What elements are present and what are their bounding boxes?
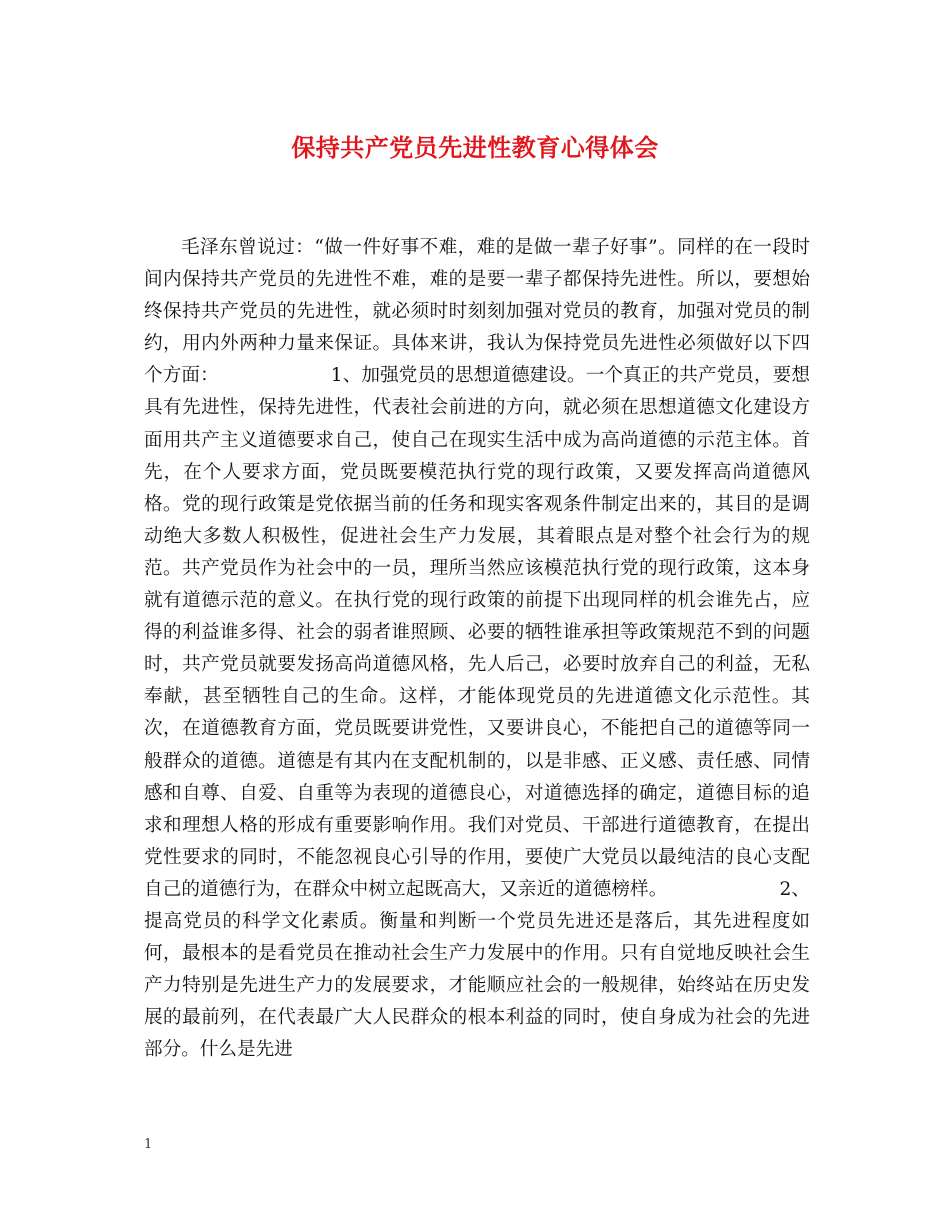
page-number: 1 — [144, 1137, 153, 1152]
paragraph-point-1: 1、加强党员的思想道德建设。一个真正的共产党员，要想具有先进性，保持先进性，代表社会前进的方向，就必须在思想道德文化建设方面用共产主义道德要求自己，使自己在现实生活中成为高尚道德的示范主体。首先，在个人要求方面，党员既要模范执行党的现行政策，又要发挥高尚道德风格。党的现行政策是党依据当前的任务和现实客观条件制定出来的，其目的是调动绝大多数人积极性，促进社会生产力发展，其着眼点是对整个社会行为的规范。共产党员作为社会中的一员，理所当然应该模范执行党的现行政策，这本身就有道德示范的意义。在执行党的现行政策的前提下出现同样的机会谁先占，应得的利益谁多得、社会的弱者谁照顾、必要的牺牲谁承担等政策规范不到的问题时，共产党员就要发扬高尚道德风格，先人后己，必要时放弃自己的利益，无私奉献，甚至牺牲自己的生命。这样，才能体现党员的先进道德文化示范性。其次，在道德教育方面，党员既要讲党性，又要讲良心，不能把自己的道德等同一般群众的道德。道德是有其内在支配机制的，以是非感、正义感、责任感、同情感和自尊、自爱、自重等为表现的道德良心，对道德选择的确定，道德目标的追求和理想人格的形成有重要影响作用。我们对党员、干部进行道德教育，在提出党性要求的同时，不能忽视良心引导的作用，要使广大党员以最纯洁的良心支配自己的道德行为，在群众中树立起既高大，又亲近的道德榜样。 — [144, 365, 810, 900]
paragraph-point-2: 2、提高党员的科学文化素质。衡量和判断一个党员先进还是落后，其先进程度如何，最根本的是看党员在推动社会生产力发展中的作用。只有自觉地反映社会生产力特别是先进生产力的发展要求，才能顺应社会的一般规律，始终站在历史发展的最前列，在代表最广大人民群众的根本利益的同时，使自身成为社会的先进部分。什么是先进 — [144, 878, 810, 1061]
body-text — [144, 232, 810, 1066]
paragraph-intro: 毛泽东曾说过：“做一件好事不难，难的是做一辈子好事”。同样的在一段时间内保持共产党员的先进性不难，难的是要一辈子都保持先进性。所以，要想始终保持共产党员的先进性，就必须时时刻刻加强对党员的教育，加强对党员的制约，用内外两种力量来保证。具体来讲，我认为保持党员先进性必须做好以下四个方面： — [144, 237, 810, 387]
document-title: 保持共产党员先进性教育心得体会 — [291, 133, 659, 162]
